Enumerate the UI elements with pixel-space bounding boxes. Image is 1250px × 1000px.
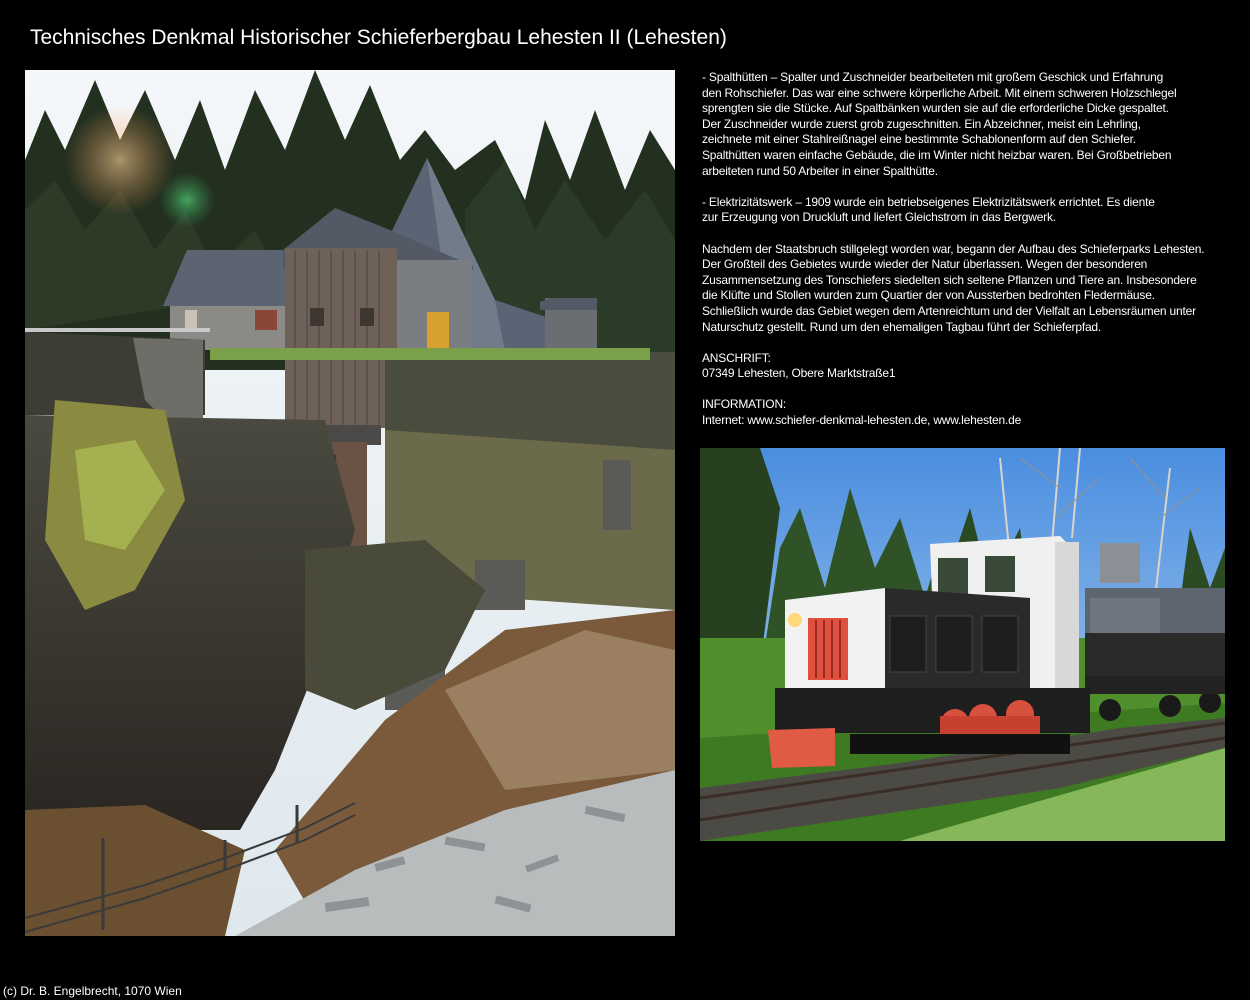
page-title: Technisches Denkmal Historischer Schieferbergbau Lehesten II (Lehesten): [30, 26, 727, 49]
mine-locomotive-photo: [700, 448, 1225, 841]
text-line: - Spalthütten – Spalter und Zuschneider bearbeiteten mit großem Geschick und Erfahrung: [702, 70, 1164, 84]
information-heading: INFORMATION:: [702, 397, 787, 412]
text-line: Zusammensetzung des Tonschiefers siedelten sich seltene Pflanzen und Tiere an. Insbesondere: [702, 272, 1197, 287]
text-line: Naturschutz gestellt. Rund um den ehemaligen Tagbau führt der Schieferpfad.: [702, 319, 1102, 334]
paragraph-schieferpark: [702, 242, 1232, 336]
paragraph-elektrizitaetswerk: [702, 195, 1232, 226]
text-line: den Rohschiefer. Das war eine schwere körperliche Arbeit. Mit einem schweren Holzschlegel: [702, 85, 1177, 100]
copyright-footer: (c) Dr. B. Engelbrecht, 1070 Wien: [3, 984, 182, 998]
quarry-building-photo: [25, 70, 675, 936]
text-line: Spalthütten waren einfache Gebäude, die im Winter nicht heizbar waren. Bei Großbetrieben: [702, 147, 1172, 162]
information-links: Internet: www.schiefer-denkmal-lehesten.de, www.lehesten.de: [702, 413, 1022, 428]
text-line: die Klüfte und Stollen wurden zum Quartier der von Aussterben bedrohten Fledermäuse.: [702, 288, 1155, 303]
address-heading: ANSCHRIFT:: [702, 350, 771, 365]
text-line: Nachdem der Staatsbruch stillgelegt worden war, begann der Aufbau des Schieferparks Lehesten.: [702, 241, 1205, 256]
text-line: arbeiteten rund 50 Arbeiter in einer Spalthütte.: [702, 163, 938, 178]
text-line: zur Erzeugung von Druckluft und liefert Gleichstrom in das Bergwerk.: [702, 210, 1056, 225]
address-value: 07349 Lehesten, Obere Marktstraße1: [702, 366, 896, 381]
paragraph-information: [702, 397, 1232, 428]
text-line: sprengten sie die Stücke. Auf Spaltbänken wurden sie auf die erforderliche Dicke gespaltet.: [702, 101, 1169, 116]
text-line: Der Zuschneider wurde zuerst grob zugeschnitten. Ein Abzeichner, meist ein Lehrling,: [702, 116, 1141, 131]
paragraph-anschrift: [702, 351, 1232, 382]
text-line: Schließlich wurde das Gebiet wegen dem Artenreichtum und der Vielfalt an Lebensräumen unter: [702, 303, 1196, 318]
description-text: [702, 70, 1232, 444]
text-line: Der Großteil des Gebietes wurde wieder der Natur überlassen. Wegen der besonderen: [702, 257, 1148, 272]
text-line: zeichnete mit einer Stahlreißnagel eine bestimmte Schablonenform auf den Schiefer.: [702, 132, 1136, 147]
text-line: - Elektrizitätswerk – 1909 wurde ein betriebseigenes Elektrizitätswerk errichtet. Es diente: [702, 194, 1155, 209]
paragraph-spalthuetten: [702, 70, 1232, 179]
